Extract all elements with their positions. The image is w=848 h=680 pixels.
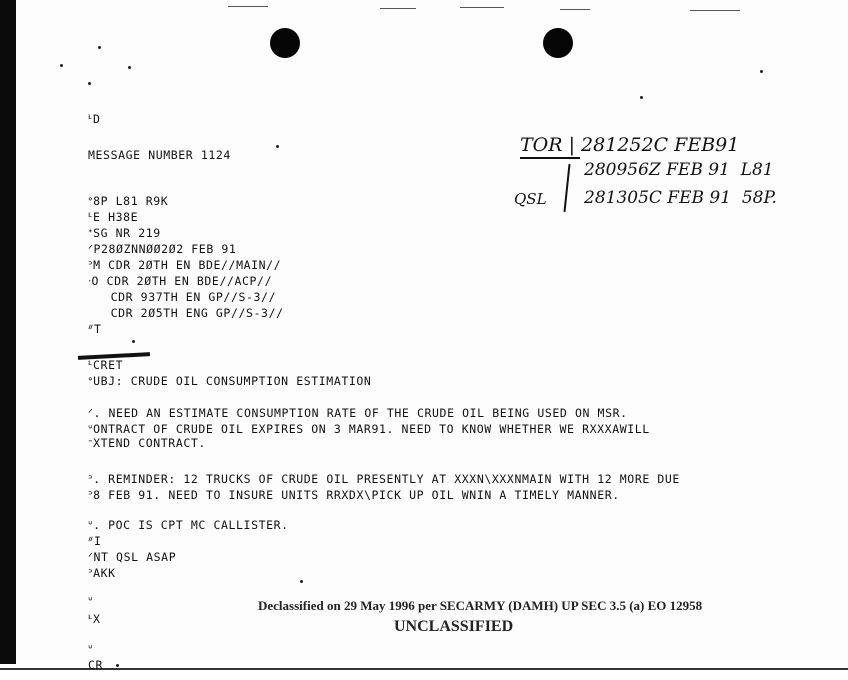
end-mark: ᒻX — [88, 612, 101, 626]
scan-speck — [128, 66, 131, 69]
scan-speck — [98, 46, 101, 49]
message-number: MESSAGE NUMBER 1124 — [88, 148, 231, 162]
body-line: ᐣ8 FEB 91. NEED TO INSURE UNITS RRXDX\PICK UP OIL WNIN A TIMELY MANNER. — [88, 488, 620, 502]
scan-speck — [132, 340, 135, 343]
classification-footer: UNCLASSIFIED — [394, 618, 514, 635]
end-mark: ᐡ — [88, 642, 94, 656]
scan-noise — [380, 8, 416, 9]
scan-speck — [640, 96, 643, 99]
routing-line: CDR 937TH EN GP//S-3// — [88, 290, 277, 304]
handwritten-qsl-time: 281305C FEB 91 58P. — [584, 188, 777, 208]
scan-noise — [460, 7, 504, 8]
body-line: ᐡ. POC IS CPT MC CALLISTER. — [88, 518, 289, 532]
routing-line: ᐧO CDR 2ØTH EN BDE//ACP// — [88, 274, 273, 288]
body-line: ᐨXTEND CONTRACT. — [88, 436, 206, 450]
routing-line: ᐩSG NR 219 — [88, 226, 161, 240]
scan-speck — [760, 70, 763, 73]
handwritten-qsl-label: QSL — [514, 190, 547, 208]
scan-left-edge — [0, 0, 16, 680]
closing-line: ᐥI — [88, 534, 102, 548]
routing-line: ᒻE H38E — [88, 210, 139, 224]
closing-line: ᐟNT QSL ASAP — [88, 550, 177, 564]
handwritten-bracket — [563, 164, 570, 212]
closing-line: ᐣAKK — [88, 566, 116, 580]
body-line: ᐣ. REMINDER: 12 TRUCKS OF CRUDE OIL PRESENTLY AT XXXN\XXXNMAIN WITH 12 MORE DUE — [88, 472, 680, 486]
routing-line: ᐤ8P L81 R9K — [88, 194, 169, 208]
routing-line: ᐟP28ØZNNØØ2Ø2 FEB 91 — [88, 242, 237, 256]
handwritten-tor: TOR | 281252C FEB91 — [520, 134, 740, 156]
punch-hole-right — [543, 28, 573, 58]
scan-noise — [690, 10, 740, 11]
handwritten-time-line: 280956Z FEB 91 L81 — [584, 160, 774, 180]
punch-hole-left — [270, 28, 300, 58]
body-line: ᐡONTRACT OF CRUDE OIL EXPIRES ON 3 MAR91. NEED TO KNOW WHETHER WE RXXXAWILL — [88, 422, 650, 436]
body-line: ᐟ. NEED AN ESTIMATE CONSUMPTION RATE OF THE CRUDE OIL BEING USED ON MSR. — [88, 406, 628, 420]
routing-line: ᐣM CDR 2ØTH EN BDE//MAIN// — [88, 258, 282, 272]
scan-bottom-edge — [0, 664, 848, 680]
routing-code: ᒻD — [88, 112, 101, 126]
scan-speck — [300, 580, 303, 583]
subject-line: ᐤUBJ: CRUDE OIL CONSUMPTION ESTIMATION — [88, 374, 372, 388]
end-mark: ᐡ — [88, 594, 94, 608]
scan-speck — [88, 82, 91, 85]
classification-mark: ᒻCRET — [88, 358, 124, 372]
routing-line: CDR 2Ø5TH ENG GP//S-3// — [88, 306, 284, 320]
end-mark: CR — [88, 658, 104, 672]
handwritten-underline — [520, 157, 580, 159]
declassification-notice: Declassified on 29 May 1996 per SECARMY (DAMH) UP SEC 3.5 (a) EO 12958 — [258, 598, 703, 613]
scan-speck — [60, 64, 63, 67]
routing-line: ᐥT — [88, 322, 102, 336]
scan-speck — [116, 664, 119, 667]
scan-noise — [228, 6, 268, 7]
scan-noise — [560, 9, 590, 10]
scan-speck — [276, 145, 279, 148]
